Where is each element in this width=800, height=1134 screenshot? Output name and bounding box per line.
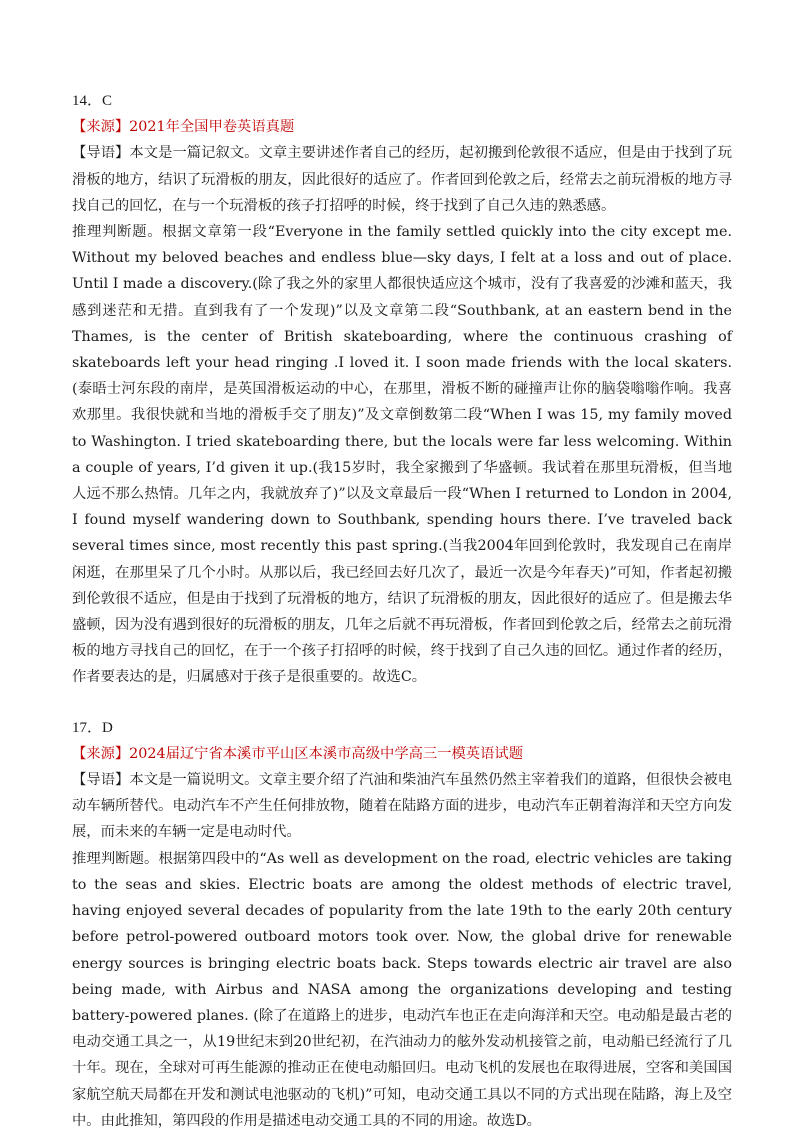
- question-14-block: [72, 88, 732, 691]
- question-17-guide: 【导语】本文是一篇说明文。文章主要介绍了汽油和柴油汽车虽然仍然主宰着我们的道路，但很快会被电动车辆所替代。电动汽车不产生任何排放物，随着在陆路方面的进步，电动汽车正朝着海洋和天空方向发展，而未来的车辆一定是电动时代。: [72, 772, 732, 841]
- question-17-source: 【来源】2024届辽宁省本溪市平山区本溪市高级中学高三一模英语试题: [72, 745, 523, 762]
- question-14-guide: 【导语】本文是一篇记叙文。文章主要讲述作者自己的经历，起初搬到伦敦很不适应，但是由于找到了玩滑板的地方，结识了玩滑板的朋友，因此很好的适应了。作者回到伦敦之后，经常去之前玩滑板的地方寻找自己的回忆，在与一个玩滑板的孩子打招呼的时候，终于找到了自己久违的熟悉感。: [72, 145, 732, 214]
- question-14-number: 14．C: [72, 93, 113, 109]
- question-14-source: 【来源】2021年全国甲卷英语真题: [72, 119, 295, 136]
- question-17-number: 17．D: [72, 719, 113, 736]
- answer-page: [72, 88, 732, 1134]
- question-17-analysis: 推理判断题。根据第四段中的“As well as development on the road, electric vehicles are taking to the seas and skies. Electric boats are among the oldest methods of electric travel, having enjoyed several decades of popularity from the late 19th to the early 20th century before petrol-powered outboard motors took over. Now, the global drive for renewable energy sources is bringing electric boats back. Steps towards electric air travel are also being made, with Airbus and NASA among the organizations developing and testing battery-powered planes. (除了在道路上的进步，电动汽车也正在走向海洋和天空。电动船是最古老的电动交通工具之一，从19世纪末到20世纪初，在汽油动力的舷外发动机接管之前，电动船已经流行了几十年。现在，全球对可再生能源的推动正在使电动船回归。电动飞机的发展也在取得进展，空客和美国国家航空航天局都在开发和测试电池驱动的飞机)”可知，电动交通工具以不同的方式出现在陆路，海上及空中。由此推知，第四段的作用是描述电动交通工具的不同的用途。故选D。: [72, 850, 732, 1129]
- section-spacer: [72, 691, 732, 715]
- question-14-analysis: 推理判断题。根据文章第一段“Everyone in the family settled quickly into the city except me. Without my beloved beaches and endless blue—sky days, I felt at a loss and out of place. Until I made a discovery.(除了我之外的家里人都很快适应这个城市，没有了我喜爱的沙滩和蓝天，我感到迷茫和无措。直到我有了一个发现)”以及文章第二段“Southbank, at an eastern bend in the Thames, is the center of British skateboarding, where the continuous crashing of skateboards left your head ringing .I loved it. I soon made friends with the local skaters.(泰晤士河东段的南岸，是英国滑板运动的中心，在那里，滑板不断的碰撞声让你的脑袋嗡嗡作响。我喜欢那里。我很快就和当地的滑板手交了朋友)”及文章倒数第二段“When I was 15, my family moved to Washington. I tried skateboarding there, but the locals were far less welcoming. Within a couple of years, I’d given it up.(我15岁时，我全家搬到了华盛顿。我试着在那里玩滑板，但当地人远不那么热情。几年之内，我就放弃了)”以及文章最后一段“When I returned to London in 2004, I found myself wandering down to Southbank, spending hours there. I’ve traveled back several times since, most recently this past spring.(当我2004年回到伦敦时，我发现自己在南岸闲逛，在那里呆了几个小时。从那以后，我已经回去好几次了，最近一次是今年春天)”可知，作者起初搬到伦敦很不适应，但是由于找到了玩滑板的地方，结识了玩滑板的朋友，因此很好的适应了。但是搬去华盛顿，因为没有遇到很好的玩滑板的朋友，几年之后就不再玩滑板，作者回到伦敦之后，经常去之前玩滑板的地方寻找自己的回忆，在于一个孩子打招呼的时候，终于找到了自己久违的回忆。通过作者的经历，作者要表达的是，归属感对于孩子是很重要的。故选C。: [72, 224, 732, 686]
- question-17-block: [72, 715, 732, 1134]
